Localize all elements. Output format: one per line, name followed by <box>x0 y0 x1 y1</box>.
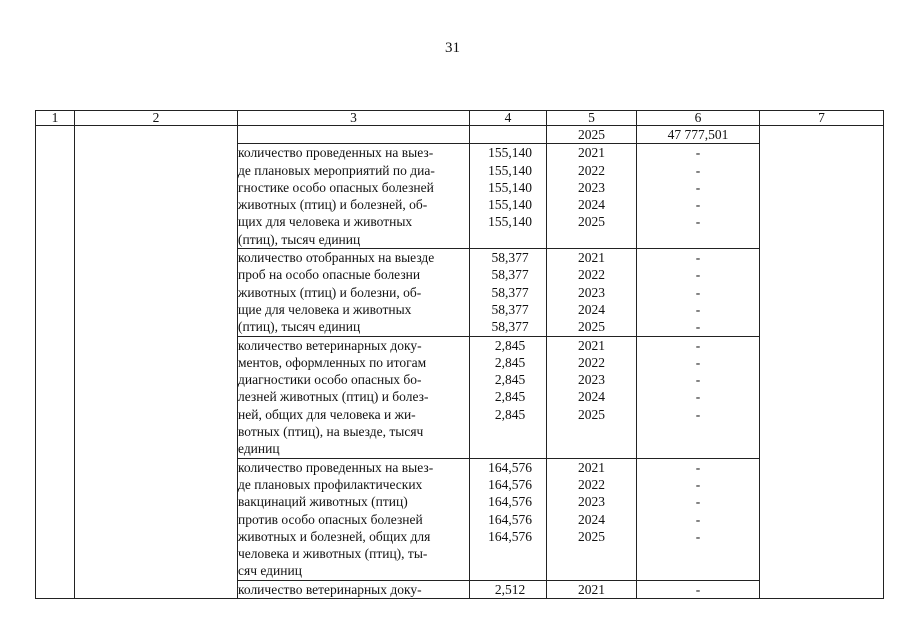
amount-value: - <box>695 581 701 597</box>
amount-cell <box>637 458 760 580</box>
table-body <box>36 111 884 599</box>
description-line: животных (птиц) и болезни, об- <box>238 284 422 300</box>
indicator-value: 155,140 <box>488 145 532 161</box>
year-value: 2021 <box>578 337 605 353</box>
amount-value: - <box>695 476 701 492</box>
indicator-description <box>238 144 470 249</box>
indicator-value: 58,377 <box>491 301 529 317</box>
year-cell <box>547 336 637 458</box>
indicator-value: 155,140 <box>488 179 532 195</box>
indicator-description <box>238 249 470 336</box>
indicator-value: 58,377 <box>491 250 529 266</box>
year-value: 2024 <box>578 389 605 405</box>
amount-cell <box>637 126 760 144</box>
indicator-description <box>238 336 470 458</box>
indicator-value: 58,377 <box>491 319 529 335</box>
description-line: гностике особо опасных болезней <box>238 179 434 195</box>
year-value: 2021 <box>578 250 605 266</box>
description-line: лезней животных (птиц) и болез- <box>238 389 429 405</box>
description-line: количество отобранных на выезде <box>238 250 435 266</box>
description-line: щих для человека и животных <box>238 214 413 230</box>
description-line: ней, общих для человека и жи- <box>238 406 416 422</box>
description-line: щие для человека и животных <box>238 301 412 317</box>
indicator-value-cell <box>470 458 547 580</box>
indicator-value: 2,845 <box>494 337 526 353</box>
amount-cell <box>637 336 760 458</box>
indicator-value: 2,845 <box>494 354 526 370</box>
amount-value: - <box>695 214 701 230</box>
description-line: количество ветеринарных доку- <box>238 337 422 353</box>
indicator-value-cell <box>470 126 547 144</box>
indicator-description <box>238 126 470 144</box>
indicator-value-cell <box>470 336 547 458</box>
amount-value: - <box>695 179 701 195</box>
description-line: диагностики особо опасных бо- <box>238 372 422 388</box>
indicator-value: 58,377 <box>491 284 529 300</box>
description-line: единиц <box>238 441 280 457</box>
column-number-5: 5 <box>547 111 637 126</box>
indicator-value: 155,140 <box>488 162 532 178</box>
year-cell <box>547 249 637 336</box>
year-value: 2025 <box>578 319 605 335</box>
indicator-description <box>238 458 470 580</box>
amount-value: - <box>695 511 701 527</box>
column-number-row <box>36 111 884 126</box>
amount-cell <box>637 249 760 336</box>
indicator-value-cell <box>470 144 547 249</box>
description-line: (птиц), тысяч единиц <box>238 319 361 335</box>
description-line: животных (птиц) и болезней, об- <box>238 197 428 213</box>
description-line: де плановых профилактических <box>238 476 423 492</box>
description-line: количество ветеринарных доку- <box>238 581 422 597</box>
year-value: 2024 <box>578 301 605 317</box>
description-line: вотных (птиц), на выезде, тысяч <box>238 424 424 440</box>
indicator-value: 2,845 <box>494 406 526 422</box>
column-number-4: 4 <box>470 111 547 126</box>
amount-value: - <box>695 284 701 300</box>
year-value: 2022 <box>578 476 605 492</box>
amount-value: - <box>695 406 701 422</box>
year-value: 2022 <box>578 162 605 178</box>
amount-cell <box>637 580 760 598</box>
year-cell <box>547 126 637 144</box>
indicator-value: 58,377 <box>491 267 529 283</box>
amount-value: - <box>695 162 701 178</box>
year-value: 2023 <box>578 372 605 388</box>
description-line: вакцинаций животных (птиц) <box>238 494 408 510</box>
indicator-value: 2,845 <box>494 372 526 388</box>
column-number-2: 2 <box>75 111 238 126</box>
description-line: количество проведенных на выез- <box>238 145 434 161</box>
indicator-value: 164,576 <box>488 494 532 510</box>
description-line: (птиц), тысяч единиц <box>238 231 361 247</box>
year-cell <box>547 580 637 598</box>
year-value: 2023 <box>578 494 605 510</box>
year-value: 2023 <box>578 179 605 195</box>
amount-value: - <box>695 250 701 266</box>
year-value: 2022 <box>578 354 605 370</box>
indicator-value: 2,512 <box>494 581 526 597</box>
amount-value: - <box>695 459 701 475</box>
merged-column-7 <box>760 126 884 599</box>
amount-value: - <box>695 337 701 353</box>
year-value: 2021 <box>578 581 605 597</box>
description-line: животных и болезней, общих для <box>238 528 431 544</box>
description-line: против особо опасных болезней <box>238 511 423 527</box>
amount-value: - <box>695 494 701 510</box>
year-value: 2024 <box>578 511 605 527</box>
year-value: 2024 <box>578 197 605 213</box>
year-value: 2025 <box>578 528 605 544</box>
indicator-value: 164,576 <box>488 511 532 527</box>
amount-value: - <box>695 267 701 283</box>
amount-value: - <box>695 528 701 544</box>
year-value: 2025 <box>578 214 605 230</box>
indicator-value: 164,576 <box>488 476 532 492</box>
amount-cell <box>637 144 760 249</box>
amount-value: 47 777,501 <box>667 127 729 142</box>
year-value: 2021 <box>578 459 605 475</box>
year-value: 2025 <box>578 127 605 142</box>
table-row <box>36 126 884 144</box>
amount-value: - <box>695 389 701 405</box>
indicator-value-cell <box>470 580 547 598</box>
column-number-7: 7 <box>760 111 884 126</box>
page-number: 31 <box>445 40 460 56</box>
indicator-value: 155,140 <box>488 214 532 230</box>
column-number-3: 3 <box>238 111 470 126</box>
description-line: количество проведенных на выез- <box>238 459 434 475</box>
column-number-6: 6 <box>637 111 760 126</box>
indicator-value-cell <box>470 249 547 336</box>
year-cell <box>547 458 637 580</box>
amount-value: - <box>695 372 701 388</box>
merged-column-2 <box>75 126 238 599</box>
amount-value: - <box>695 319 701 335</box>
amount-value: - <box>695 354 701 370</box>
description-line: де плановых мероприятий по диа- <box>238 162 435 178</box>
description-line: проб на особо опасные болезни <box>238 267 421 283</box>
amount-value: - <box>695 145 701 161</box>
description-line: сяч единиц <box>238 563 302 579</box>
indicator-description <box>238 580 470 598</box>
year-value: 2023 <box>578 284 605 300</box>
indicator-value: 164,576 <box>488 528 532 544</box>
amount-value: - <box>695 197 701 213</box>
indicator-value: 2,845 <box>494 389 526 405</box>
year-value: 2022 <box>578 267 605 283</box>
year-cell <box>547 144 637 249</box>
year-value: 2025 <box>578 406 605 422</box>
indicator-value: 155,140 <box>488 197 532 213</box>
description-line: ментов, оформленных по итогам <box>238 354 427 370</box>
column-number-1: 1 <box>36 111 75 126</box>
indicator-table <box>35 110 884 599</box>
year-value: 2021 <box>578 145 605 161</box>
indicator-value: 164,576 <box>488 459 532 475</box>
merged-column-1 <box>36 126 75 599</box>
description-line: человека и животных (птиц), ты- <box>238 546 428 562</box>
amount-value: - <box>695 301 701 317</box>
